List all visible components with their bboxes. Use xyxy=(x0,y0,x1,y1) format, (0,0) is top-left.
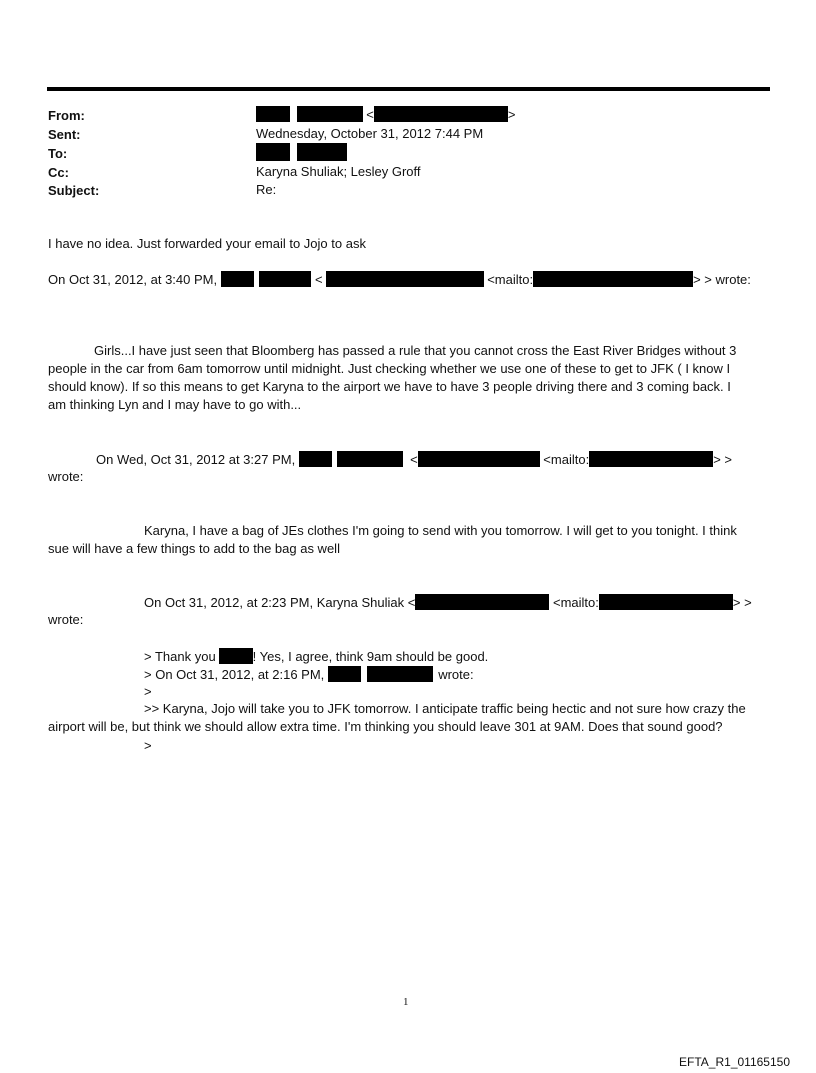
quote-header-suffix: > > xyxy=(732,595,752,610)
subject-label: Subject: xyxy=(48,183,100,198)
redaction xyxy=(299,451,332,467)
quote-header-text: On Oct 31, 2012, at 3:40 PM, xyxy=(48,272,218,287)
redaction xyxy=(259,271,311,287)
quote-header-1 xyxy=(48,271,751,287)
mailto-text: <mailto: xyxy=(552,595,599,610)
message-line: people in the car from 6am tomorrow until midnight. Just checking whether we use one of these to get to JFK ( I know I xyxy=(48,361,731,376)
angle-open: < xyxy=(410,452,418,467)
redaction xyxy=(415,594,549,610)
redaction xyxy=(418,451,540,467)
redaction xyxy=(256,106,290,122)
message-line: airport will be, but think we should allow extra time. I'm thinking you should leave 301 at 9AM. Does that sound good? xyxy=(48,719,723,734)
quote-header-2 xyxy=(96,451,732,467)
quote-header-suffix: > > xyxy=(713,452,732,467)
redaction xyxy=(533,271,693,287)
quote-header-text: On Oct 31, 2012, at 2:23 PM, Karyna Shuliak < xyxy=(144,595,416,610)
redaction xyxy=(374,106,508,122)
quote-header-suffix: > > wrote: xyxy=(693,272,751,287)
redaction xyxy=(297,143,347,161)
from-value xyxy=(256,106,515,122)
quoted-text: wrote: xyxy=(438,667,474,682)
quoted-thank-you xyxy=(144,648,488,664)
quote-header-3 xyxy=(144,594,752,610)
angle-open: < xyxy=(314,272,323,287)
quoted-text: > Thank you xyxy=(144,649,216,664)
redaction xyxy=(599,594,733,610)
quoted-gt: > xyxy=(144,684,152,699)
message-line: sue will have a few things to add to the bag as well xyxy=(48,541,340,556)
header-rule xyxy=(47,87,770,91)
message-1 xyxy=(48,342,778,414)
redaction xyxy=(256,143,290,161)
sent-value: Wednesday, October 31, 2012 7:44 PM xyxy=(256,126,484,141)
redaction xyxy=(326,271,484,287)
message-2 xyxy=(48,522,778,558)
mailto-text: <mailto: xyxy=(487,272,534,287)
quote-header-3-wrote: wrote: xyxy=(48,612,84,627)
message-line: Karyna, I have a bag of JEs clothes I'm going to send with you tomorrow. I will get to you tonight. I think xyxy=(144,523,737,538)
message-line: should know). If so this means to get Karyna to the airport we have to have 3 people driving there and 3 coming back. I xyxy=(48,379,731,394)
page-number: 1 xyxy=(403,996,409,1008)
message-line: >> Karyna, Jojo will take you to JFK tomorrow. I anticipate traffic being hectic and not sure how crazy the xyxy=(144,701,746,716)
redaction xyxy=(219,648,253,664)
quoted-text: > On Oct 31, 2012, at 2:16 PM, xyxy=(144,667,325,682)
subject-value: Re: xyxy=(256,182,277,197)
sent-label: Sent: xyxy=(48,127,81,142)
message-3 xyxy=(48,700,788,736)
redaction xyxy=(221,271,254,287)
angle-close: > xyxy=(507,107,516,122)
quoted-gt: > xyxy=(144,738,152,753)
cc-label: Cc: xyxy=(48,165,69,180)
message-line: am thinking Lyn and I may have to go with... xyxy=(48,397,302,412)
quoted-text: ! Yes, I agree, think 9am should be good. xyxy=(252,649,489,664)
quote-header-text: On Wed, Oct 31, 2012 at 3:27 PM, xyxy=(96,452,296,467)
redaction xyxy=(337,451,403,467)
to-label: To: xyxy=(48,146,68,161)
mailto-text: <mailto: xyxy=(543,452,590,467)
quoted-on-216 xyxy=(144,666,474,682)
document-id: EFTA_R1_01165150 xyxy=(679,1055,790,1069)
cc-value: Karyna Shuliak; Lesley Groff xyxy=(256,164,421,179)
quote-header-2-wrote: wrote: xyxy=(48,469,84,484)
angle-open: < xyxy=(366,107,374,122)
reply-text: I have no idea. Just forwarded your email to Jojo to ask xyxy=(48,236,366,251)
redaction xyxy=(367,666,433,682)
from-label: From: xyxy=(48,108,85,123)
redaction xyxy=(328,666,361,682)
to-value xyxy=(256,143,347,161)
redaction xyxy=(589,451,713,467)
message-line: Girls...I have just seen that Bloomberg has passed a rule that you cannot cross the East River Bridges without 3 xyxy=(94,343,737,358)
redaction xyxy=(297,106,363,122)
